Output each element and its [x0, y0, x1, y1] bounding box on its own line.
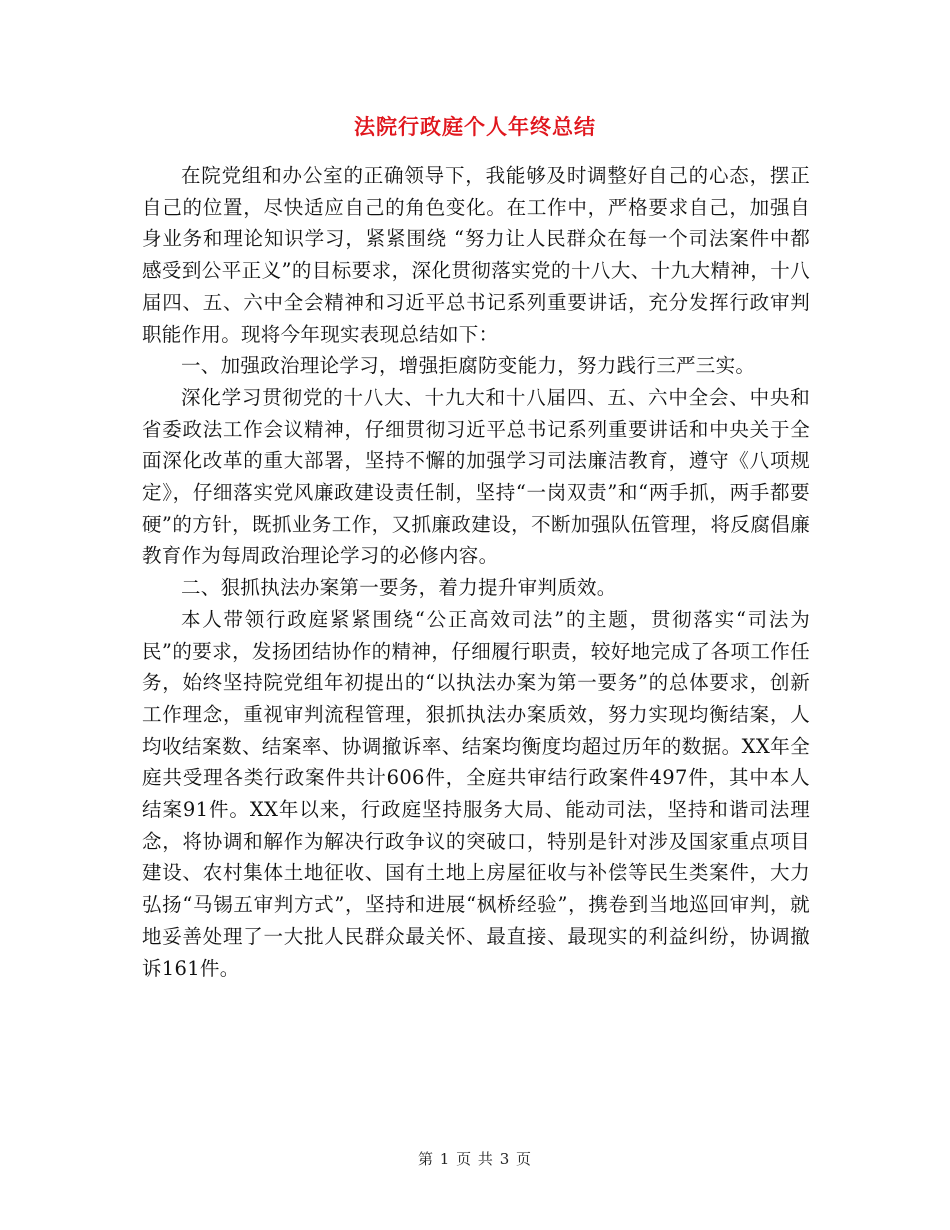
document-title: 法院行政庭个人年终总结 — [354, 114, 596, 139]
body-paragraph-section-two: 本人带领行政庭紧紧围绕“公正高效司法”的主题，贯彻落实“司法为民”的要求，发扬团结协作的精神，仔细履行职责，较好地完成了各项工作任务，始终坚持院党组年初提出的“以执法办案为第一要务”的总体要求，创新工作理念，重视审判流程管理，狠抓执法办案质效，努力实现均衡结案，人均收结案数、结案率、协调撤诉率、结案均衡度均超过历年的数据。XX年全庭共受理各类行政案件共计606件，全庭共审结行政案件497件，其中本人结案91件。XX年以来，行政庭坚持服务大局、能动司法，坚持和谐司法理念，将协调和解作为解决行政争议的突破口，特别是针对涉及国家重点项目建设、农村集体土地征收、国有土地上房屋征收与补偿等民生类案件，大力弘扬“马锡五审判方式”，坚持和进展“枫桥经验”，携卷到当地巡回审判，就地妥善处理了一大批人民群众最关怀、最直接、最现实的利益纠纷，协调撤诉161件。 — [142, 607, 810, 980]
footer-page-label: 页 — [456, 1150, 473, 1168]
footer-total-label: 共 — [477, 1150, 494, 1168]
footer-total-pages: 3 — [499, 1150, 511, 1168]
footer-suffix: 页 — [516, 1150, 533, 1168]
page-number-footer — [0, 1148, 950, 1170]
body-paragraph-intro: 在院党组和办公室的正确领导下，我能够及时调整好自己的心态，摆正自己的位置，尽快适应自己的角色变化。在工作中，严格要求自己，加强自身业务和理论知识学习，紧紧围绕 “努力让人民群众在每一个司法案件中都感受到公平正义”的目标要求，深化贯彻落实党的十八大、十九大精神，十八届四、五、六中全会精神和习近平总书记系列重要讲话，充分发挥行政审判职能作用。现将今年现实表现总结如下： — [142, 164, 810, 346]
footer-prefix: 第 — [417, 1150, 434, 1168]
section-heading-two: 二、狠抓执法办案第一要务，着力提升审判质效。 — [181, 576, 617, 600]
document-body — [142, 160, 810, 984]
body-paragraph-section-one: 深化学习贯彻党的十八大、十九大和十八届四、五、六中全会、中央和省委政法工作会议精神，仔细贯彻习近平总书记系列重要讲话和中央关于全面深化改革的重大部署，坚持不懈的加强学习司法廉洁教育，遵守《八项规定》，仔细落实党风廉政建设责任制，坚持“一岗双责”和“两手抓，两手都要硬”的方针，既抓业务工作，又抓廉政建设，不断加强队伍管理，将反腐倡廉教育作为每周政治理论学习的必修内容。 — [142, 385, 810, 568]
section-heading-one: 一、加强政治理论学习，增强拒腐防变能力，努力践行三严三实。 — [181, 354, 756, 378]
footer-current-page: 1 — [439, 1150, 451, 1168]
